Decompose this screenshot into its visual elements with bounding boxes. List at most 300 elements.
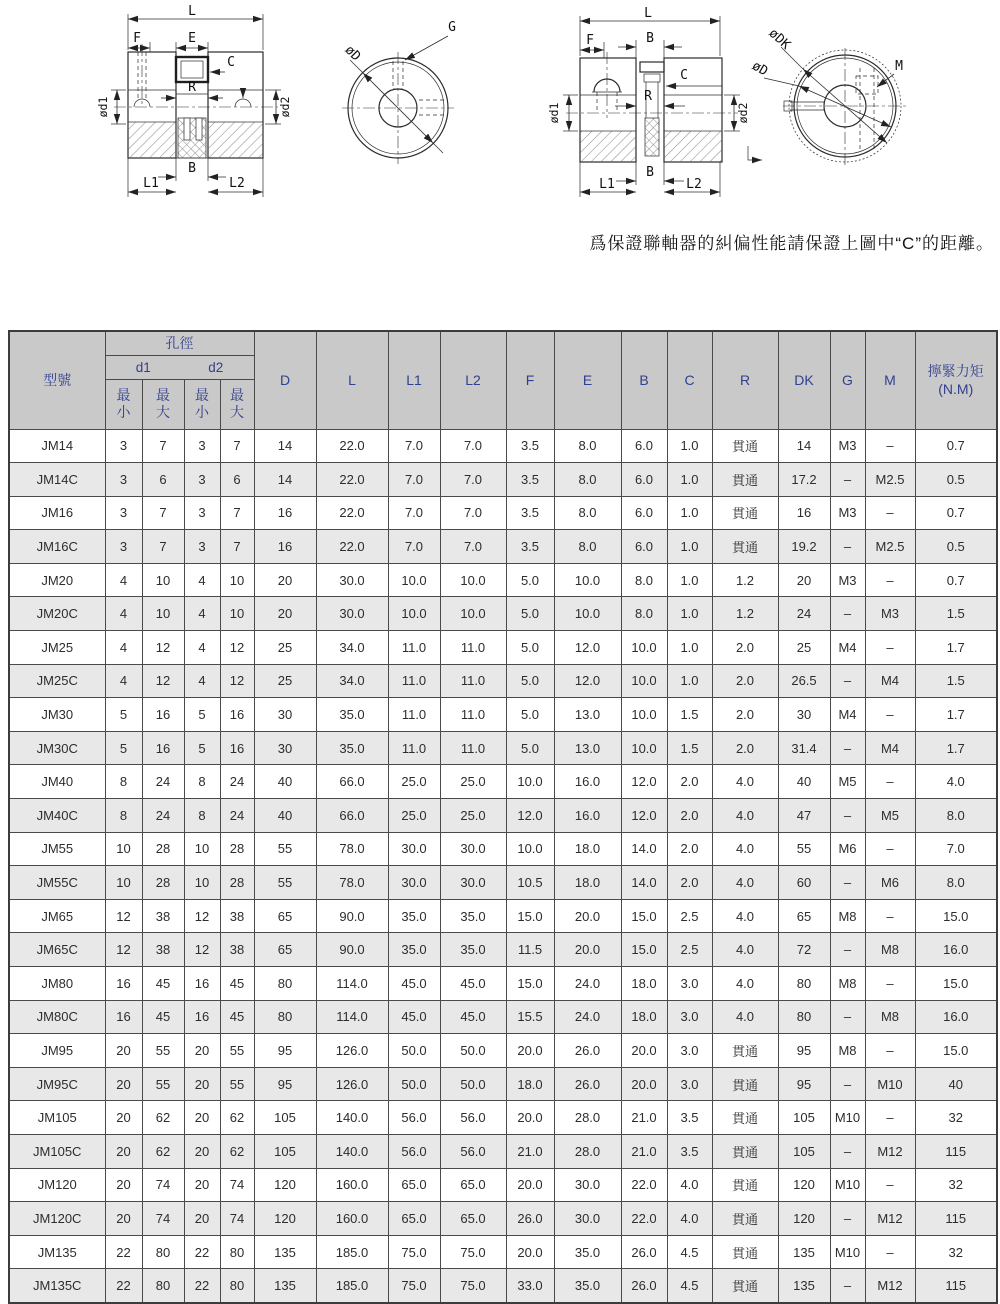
value-cell: 4	[105, 631, 142, 665]
value-cell: 7.0	[440, 429, 506, 463]
value-cell: 2.0	[667, 765, 712, 799]
value-cell: 7	[142, 530, 184, 564]
value-cell: M10	[865, 1067, 915, 1101]
table-row	[9, 563, 997, 597]
value-cell: 20.0	[506, 1235, 554, 1269]
value-cell: 7.0	[388, 530, 440, 564]
model-cell: JM40C	[9, 799, 105, 833]
value-cell: 26.0	[554, 1067, 621, 1101]
value-cell: 2.0	[667, 832, 712, 866]
value-cell: 4.0	[712, 933, 778, 967]
model-cell: JM55	[9, 832, 105, 866]
dim-label: L2	[686, 177, 702, 192]
value-cell: 4	[105, 563, 142, 597]
header-d1-max: 最大	[142, 379, 184, 429]
value-cell: 80	[778, 1000, 830, 1034]
value-cell: 13.0	[554, 731, 621, 765]
value-cell: 22.0	[621, 1202, 667, 1236]
value-cell: 6.0	[621, 429, 667, 463]
value-cell: 4.0	[712, 866, 778, 900]
value-cell: 4.0	[712, 899, 778, 933]
value-cell: 20	[184, 1134, 220, 1168]
table-row	[9, 799, 997, 833]
value-cell: 8	[105, 765, 142, 799]
value-cell: M3	[865, 597, 915, 631]
value-cell: 10	[142, 597, 184, 631]
value-cell: 3	[184, 429, 220, 463]
dim-label: C	[680, 68, 688, 83]
value-cell: M2.5	[865, 463, 915, 497]
model-cell: JM14	[9, 429, 105, 463]
value-cell: 4.0	[915, 765, 997, 799]
value-cell: 7	[142, 429, 184, 463]
value-cell: –	[865, 832, 915, 866]
value-cell: 105	[254, 1101, 316, 1135]
value-cell: 95	[778, 1034, 830, 1068]
header-col-L: L	[316, 331, 388, 429]
value-cell: –	[830, 1067, 865, 1101]
value-cell: 20	[254, 563, 316, 597]
model-cell: JM65C	[9, 933, 105, 967]
value-cell: 3.5	[506, 530, 554, 564]
value-cell: 4.0	[667, 1168, 712, 1202]
value-cell: 15.0	[621, 899, 667, 933]
value-cell: M4	[830, 631, 865, 665]
value-cell: 16	[778, 496, 830, 530]
value-cell: 15.0	[915, 899, 997, 933]
table-row	[9, 597, 997, 631]
value-cell: –	[865, 967, 915, 1001]
value-cell: M10	[830, 1168, 865, 1202]
value-cell: –	[830, 530, 865, 564]
value-cell: 10	[184, 832, 220, 866]
value-cell: 40	[254, 765, 316, 799]
value-cell: –	[865, 899, 915, 933]
value-cell: M12	[865, 1202, 915, 1236]
table-row	[9, 1000, 997, 1034]
dim-label: ød1	[547, 102, 561, 124]
dim-label: L	[188, 4, 196, 19]
value-cell: 10.0	[440, 563, 506, 597]
value-cell: 4.0	[712, 1000, 778, 1034]
value-cell: –	[830, 799, 865, 833]
header-col-R: R	[712, 331, 778, 429]
value-cell: 10.0	[388, 563, 440, 597]
value-cell: 185.0	[316, 1269, 388, 1303]
value-cell: M8	[830, 967, 865, 1001]
value-cell: 貫通	[712, 1067, 778, 1101]
value-cell: 20	[184, 1034, 220, 1068]
value-cell: –	[830, 463, 865, 497]
value-cell: 38	[142, 933, 184, 967]
value-cell: 55	[778, 832, 830, 866]
value-cell: 95	[254, 1034, 316, 1068]
value-cell: –	[830, 866, 865, 900]
value-cell: 1.7	[915, 631, 997, 665]
model-cell: JM120C	[9, 1202, 105, 1236]
value-cell: 45	[142, 967, 184, 1001]
value-cell: 45.0	[440, 1000, 506, 1034]
value-cell: –	[865, 563, 915, 597]
value-cell: 62	[142, 1101, 184, 1135]
value-cell: 8	[184, 765, 220, 799]
value-cell: 33.0	[506, 1269, 554, 1303]
value-cell: 1.0	[667, 496, 712, 530]
value-cell: 5	[105, 731, 142, 765]
value-cell: 74	[220, 1168, 254, 1202]
value-cell: 3.0	[667, 1000, 712, 1034]
value-cell: 120	[778, 1202, 830, 1236]
value-cell: 3	[105, 429, 142, 463]
value-cell: 7.0	[440, 496, 506, 530]
header-model: 型號	[9, 331, 105, 429]
value-cell: 30.0	[316, 563, 388, 597]
left-section-view	[96, 4, 292, 197]
value-cell: 10.0	[506, 832, 554, 866]
value-cell: 34.0	[316, 664, 388, 698]
table-row	[9, 631, 997, 665]
model-cell: JM95C	[9, 1067, 105, 1101]
value-cell: 4.0	[712, 765, 778, 799]
header-col-L2: L2	[440, 331, 506, 429]
value-cell: –	[830, 1269, 865, 1303]
value-cell: 貫通	[712, 1235, 778, 1269]
value-cell: 20	[184, 1202, 220, 1236]
value-cell: 45	[220, 1000, 254, 1034]
value-cell: 55	[142, 1067, 184, 1101]
table-row	[9, 1101, 997, 1135]
dim-label: E	[188, 31, 196, 46]
alignment-note: 爲保證聯軸器的糾偏性能請保證上圖中“C”的距離。	[589, 234, 994, 253]
value-cell: 74	[142, 1202, 184, 1236]
value-cell: 18.0	[621, 1000, 667, 1034]
value-cell: 22.0	[316, 530, 388, 564]
value-cell: 30.0	[554, 1202, 621, 1236]
value-cell: 4.0	[667, 1202, 712, 1236]
value-cell: 11.0	[388, 731, 440, 765]
header-bore: 孔徑	[105, 331, 254, 355]
value-cell: 50.0	[388, 1067, 440, 1101]
value-cell: 貫通	[712, 530, 778, 564]
value-cell: 135	[778, 1235, 830, 1269]
value-cell: 15.0	[506, 899, 554, 933]
value-cell: M5	[830, 765, 865, 799]
model-cell: JM25C	[9, 664, 105, 698]
value-cell: 7.0	[915, 832, 997, 866]
value-cell: 4.5	[667, 1269, 712, 1303]
value-cell: 8.0	[915, 866, 997, 900]
value-cell: 6.0	[621, 463, 667, 497]
value-cell: 105	[778, 1101, 830, 1135]
value-cell: 21.0	[621, 1134, 667, 1168]
value-cell: 35.0	[388, 933, 440, 967]
table-row	[9, 765, 997, 799]
value-cell: 55	[254, 866, 316, 900]
value-cell: 16.0	[915, 1000, 997, 1034]
value-cell: 105	[778, 1134, 830, 1168]
value-cell: 24	[220, 765, 254, 799]
model-cell: JM25	[9, 631, 105, 665]
header-d2-min: 最小	[184, 379, 220, 429]
value-cell: 90.0	[316, 933, 388, 967]
value-cell: 62	[220, 1134, 254, 1168]
value-cell: 20	[254, 597, 316, 631]
value-cell: 7.0	[440, 463, 506, 497]
value-cell: 2.5	[667, 933, 712, 967]
value-cell: 72	[778, 933, 830, 967]
view-direction-arrow	[748, 146, 762, 160]
value-cell: 160.0	[316, 1202, 388, 1236]
value-cell: 20.0	[506, 1034, 554, 1068]
value-cell: 0.7	[915, 429, 997, 463]
value-cell: 3	[105, 496, 142, 530]
value-cell: 14.0	[621, 866, 667, 900]
left-front-view	[342, 20, 456, 164]
value-cell: M4	[865, 731, 915, 765]
header-d2: d2	[208, 360, 224, 375]
value-cell: 30.0	[554, 1168, 621, 1202]
value-cell: 28	[142, 866, 184, 900]
value-cell: 45.0	[440, 967, 506, 1001]
value-cell: 12	[142, 664, 184, 698]
value-cell: 45.0	[388, 1000, 440, 1034]
value-cell: 3.5	[506, 496, 554, 530]
value-cell: 25.0	[440, 799, 506, 833]
value-cell: 32	[915, 1101, 997, 1135]
value-cell: M3	[830, 429, 865, 463]
value-cell: 10	[184, 866, 220, 900]
value-cell: 8	[184, 799, 220, 833]
value-cell: 25	[778, 631, 830, 665]
value-cell: 26.0	[554, 1034, 621, 1068]
value-cell: 115	[915, 1269, 997, 1303]
value-cell: 115	[915, 1202, 997, 1236]
value-cell: 14.0	[621, 832, 667, 866]
value-cell: 1.0	[667, 631, 712, 665]
value-cell: 185.0	[316, 1235, 388, 1269]
value-cell: 15.0	[915, 967, 997, 1001]
value-cell: 17.2	[778, 463, 830, 497]
value-cell: 4	[184, 664, 220, 698]
value-cell: 22	[105, 1269, 142, 1303]
value-cell: 8.0	[554, 530, 621, 564]
value-cell: 35.0	[388, 899, 440, 933]
value-cell: –	[830, 1202, 865, 1236]
value-cell: M4	[830, 698, 865, 732]
value-cell: 65.0	[388, 1168, 440, 1202]
value-cell: 16.0	[554, 799, 621, 833]
value-cell: 28	[220, 832, 254, 866]
value-cell: 16	[184, 967, 220, 1001]
dim-label: G	[448, 20, 456, 35]
value-cell: 12.0	[506, 799, 554, 833]
value-cell: 20.0	[554, 899, 621, 933]
value-cell: 35.0	[554, 1235, 621, 1269]
value-cell: 40	[254, 799, 316, 833]
model-cell: JM40	[9, 765, 105, 799]
header-d1: d1	[135, 360, 151, 375]
value-cell: 20	[105, 1134, 142, 1168]
table-row	[9, 866, 997, 900]
value-cell: 114.0	[316, 967, 388, 1001]
value-cell: 1.0	[667, 664, 712, 698]
value-cell: 80	[778, 967, 830, 1001]
value-cell: 20	[105, 1067, 142, 1101]
value-cell: 10	[105, 866, 142, 900]
value-cell: 1.0	[667, 429, 712, 463]
value-cell: 5.0	[506, 664, 554, 698]
value-cell: 3	[105, 530, 142, 564]
value-cell: 1.2	[712, 563, 778, 597]
value-cell: 126.0	[316, 1067, 388, 1101]
value-cell: 12.0	[621, 765, 667, 799]
dim-label: C	[227, 55, 235, 70]
value-cell: 15.0	[621, 933, 667, 967]
value-cell: 4	[184, 597, 220, 631]
torque-line2: (N.M)	[938, 381, 974, 398]
value-cell: 75.0	[388, 1235, 440, 1269]
value-cell: 32	[915, 1235, 997, 1269]
value-cell: 16.0	[554, 765, 621, 799]
value-cell: 12	[184, 933, 220, 967]
value-cell: 75.0	[440, 1235, 506, 1269]
value-cell: 7.0	[388, 463, 440, 497]
value-cell: 11.0	[388, 631, 440, 665]
value-cell: 貫通	[712, 463, 778, 497]
value-cell: 5.0	[506, 631, 554, 665]
value-cell: 11.0	[388, 664, 440, 698]
table-row	[9, 1034, 997, 1068]
value-cell: 30.0	[440, 866, 506, 900]
value-cell: 20.0	[621, 1034, 667, 1068]
value-cell: 55	[220, 1067, 254, 1101]
value-cell: 60	[778, 866, 830, 900]
dim-label: L2	[229, 176, 245, 191]
value-cell: 20.0	[621, 1067, 667, 1101]
table-row	[9, 899, 997, 933]
value-cell: 貫通	[712, 496, 778, 530]
value-cell: 30.0	[388, 866, 440, 900]
value-cell: 6.0	[621, 496, 667, 530]
value-cell: 10.0	[554, 563, 621, 597]
model-cell: JM135	[9, 1235, 105, 1269]
value-cell: M10	[830, 1235, 865, 1269]
value-cell: 31.4	[778, 731, 830, 765]
value-cell: 26.5	[778, 664, 830, 698]
value-cell: 10.0	[621, 731, 667, 765]
header-col-F: F	[506, 331, 554, 429]
value-cell: 56.0	[440, 1101, 506, 1135]
value-cell: 7	[220, 429, 254, 463]
value-cell: 12	[105, 899, 142, 933]
value-cell: 1.7	[915, 698, 997, 732]
value-cell: 10.5	[506, 866, 554, 900]
value-cell: 80	[142, 1269, 184, 1303]
value-cell: 7.0	[440, 530, 506, 564]
value-cell: 20	[184, 1101, 220, 1135]
value-cell: 35.0	[554, 1269, 621, 1303]
value-cell: 16	[254, 530, 316, 564]
value-cell: 3.5	[506, 463, 554, 497]
value-cell: 80	[220, 1269, 254, 1303]
spec-table	[8, 330, 998, 1304]
value-cell: 38	[220, 933, 254, 967]
value-cell: 66.0	[316, 765, 388, 799]
dim-label: øD	[749, 58, 771, 80]
model-cell: JM120	[9, 1168, 105, 1202]
value-cell: 21.0	[621, 1101, 667, 1135]
value-cell: 8.0	[554, 463, 621, 497]
value-cell: 10.0	[554, 597, 621, 631]
dim-label: M	[895, 59, 903, 74]
value-cell: –	[865, 698, 915, 732]
value-cell: 15.5	[506, 1000, 554, 1034]
value-cell: 貫通	[712, 1202, 778, 1236]
value-cell: 160.0	[316, 1168, 388, 1202]
value-cell: –	[830, 1134, 865, 1168]
value-cell: 10	[142, 563, 184, 597]
value-cell: 65.0	[388, 1202, 440, 1236]
value-cell: 80	[142, 1235, 184, 1269]
value-cell: 25	[254, 631, 316, 665]
value-cell: 11.0	[388, 698, 440, 732]
value-cell: 18.0	[554, 866, 621, 900]
value-cell: 0.7	[915, 563, 997, 597]
header-col-E: E	[554, 331, 621, 429]
value-cell: 12	[220, 631, 254, 665]
value-cell: –	[830, 731, 865, 765]
value-cell: 1.0	[667, 563, 712, 597]
value-cell: 135	[254, 1269, 316, 1303]
value-cell: 1.5	[667, 698, 712, 732]
value-cell: 12	[142, 631, 184, 665]
value-cell: 12	[184, 899, 220, 933]
value-cell: 40	[778, 765, 830, 799]
value-cell: 5.0	[506, 563, 554, 597]
value-cell: 3.0	[667, 967, 712, 1001]
value-cell: 12.0	[554, 664, 621, 698]
value-cell: 0.5	[915, 530, 997, 564]
value-cell: 74	[220, 1202, 254, 1236]
value-cell: 26.0	[621, 1235, 667, 1269]
value-cell: 45	[220, 967, 254, 1001]
value-cell: 140.0	[316, 1101, 388, 1135]
value-cell: 66.0	[316, 799, 388, 833]
value-cell: 34.0	[316, 631, 388, 665]
value-cell: 24	[142, 799, 184, 833]
value-cell: 35.0	[316, 698, 388, 732]
value-cell: 25.0	[388, 799, 440, 833]
value-cell: 12	[105, 933, 142, 967]
model-cell: JM16C	[9, 530, 105, 564]
value-cell: 5	[184, 698, 220, 732]
value-cell: 3.5	[506, 429, 554, 463]
value-cell: 78.0	[316, 832, 388, 866]
value-cell: 126.0	[316, 1034, 388, 1068]
value-cell: 16	[105, 1000, 142, 1034]
model-cell: JM30C	[9, 731, 105, 765]
value-cell: M6	[830, 832, 865, 866]
coupling-drawings	[0, 0, 1000, 215]
model-cell: JM65	[9, 899, 105, 933]
value-cell: 10.0	[440, 597, 506, 631]
right-section-view	[547, 6, 762, 197]
value-cell: 貫通	[712, 1034, 778, 1068]
value-cell: 78.0	[316, 866, 388, 900]
value-cell: 28.0	[554, 1134, 621, 1168]
value-cell: 38	[220, 899, 254, 933]
table-row	[9, 530, 997, 564]
